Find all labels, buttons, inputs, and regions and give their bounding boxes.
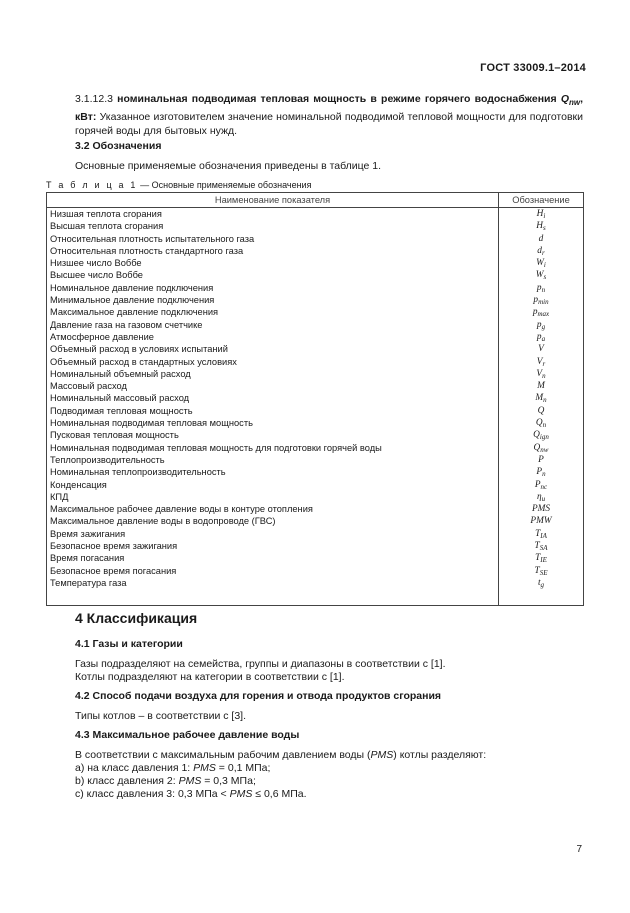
intro-symbol: PMS: [370, 749, 394, 761]
row-name-cell: Номинальная подводимая тепловая мощность: [47, 417, 499, 429]
column-header-name: Наименование показателя: [47, 193, 499, 208]
item-a-symbol: PMS: [193, 762, 216, 774]
table-row: [47, 319, 584, 331]
section-4-1-line-1: Газы подразделяют на семейства, группы и диапазоны в соответствии с [1].: [75, 658, 446, 670]
table-row: [47, 503, 584, 515]
table-row: [47, 540, 584, 552]
symbol-main: M: [535, 393, 544, 404]
table-row: [47, 269, 584, 281]
symbol-subscript: n: [542, 470, 546, 479]
table-row: [47, 220, 584, 232]
symbol-subscript: nc: [540, 482, 548, 491]
symbol-subscript: n: [542, 371, 546, 380]
row-name-cell: Массовый расход: [47, 380, 499, 392]
table-row: [47, 528, 584, 540]
symbol-subscript: SE: [539, 568, 548, 577]
row-name-cell: Конденсация: [47, 479, 499, 491]
symbol-main: T: [534, 541, 540, 552]
row-symbol-cell: [499, 245, 584, 257]
row-name-cell: Номинальный объемный расход: [47, 368, 499, 380]
symbol-subscript: g: [540, 580, 545, 589]
table-row: [47, 466, 584, 478]
symbol-subscript: min: [538, 298, 549, 307]
symbol-main: p: [536, 282, 542, 293]
pressure-class-item-c: [75, 788, 307, 801]
item-b-value: = 0,3 МПа;: [201, 775, 256, 787]
symbol-subscript: nw: [540, 445, 549, 454]
row-symbol-cell: [499, 282, 584, 294]
section-4-3-intro: [75, 749, 486, 762]
symbol-subscript: a: [541, 334, 546, 343]
symbol-main: p: [536, 331, 542, 342]
symbol-main: d: [537, 245, 542, 256]
spacer-cell: [499, 589, 584, 606]
symbol-subscript: n: [543, 396, 547, 405]
table-row: [47, 392, 584, 404]
row-symbol-cell: [499, 491, 584, 503]
row-symbol-cell: [499, 429, 584, 441]
row-symbol-cell: [499, 528, 584, 540]
row-symbol-cell: [499, 466, 584, 478]
definition-symbol-sub: nw: [568, 98, 581, 108]
symbol-main: p: [533, 295, 539, 306]
symbol-main: Q: [533, 430, 540, 441]
item-b-symbol: PMS: [178, 775, 202, 787]
definition-term: номинальная подводимая тепловая мощность в режиме горячего водоснабжения: [117, 93, 557, 105]
row-name-cell: Относительная плотность стандартного газа: [47, 245, 499, 257]
symbol-main: d: [538, 233, 544, 244]
table-bottom-spacer: [47, 589, 584, 606]
row-name-cell: Температура газа: [47, 577, 499, 589]
row-name-cell: Пусковая тепловая мощность: [47, 429, 499, 441]
section-4-1-title: 4.1 Газы и категории: [75, 638, 183, 650]
symbol-subscript: r: [541, 248, 545, 257]
table-caption-title: — Основные применяемые обозначения: [137, 180, 312, 190]
table-row: [47, 294, 584, 306]
row-symbol-cell: [499, 220, 584, 232]
symbol-main: T: [535, 528, 541, 539]
symbol-main: V: [538, 344, 544, 355]
symbol-main: P: [538, 454, 544, 465]
symbol-subscript: n: [541, 285, 546, 294]
definition-unit: , кВт:: [75, 93, 584, 124]
row-name-cell: Безопасное время погасания: [47, 565, 499, 577]
symbol-main: T: [535, 553, 541, 564]
symbol-main: V: [536, 356, 543, 367]
symbol-subscript: r: [542, 359, 546, 368]
row-name-cell: Высшее число Воббе: [47, 269, 499, 281]
row-symbol-cell: [499, 540, 584, 552]
symbol-subscript: i: [543, 261, 546, 270]
symbol-main: P: [534, 479, 541, 490]
table-row: [47, 491, 584, 503]
item-c-value: ≤ 0,6 МПа.: [252, 788, 307, 800]
row-name-cell: Безопасное время зажигания: [47, 540, 499, 552]
section-4-1-line-2: Котлы подразделяют на категории в соответствии с [1].: [75, 671, 345, 683]
row-symbol-cell: [499, 442, 584, 454]
row-symbol-cell: [499, 515, 584, 527]
row-symbol-cell: [499, 552, 584, 564]
symbol-main: t: [537, 577, 541, 588]
symbol-subscript: max: [537, 310, 550, 319]
table-row: [47, 257, 584, 269]
section-4-3-title: 4.3 Максимальное рабочее давление воды: [75, 729, 300, 741]
table-row: [47, 442, 584, 454]
row-name-cell: Давление газа на газовом счетчике: [47, 319, 499, 331]
intro-text-b: ) котлы разделяют:: [393, 749, 487, 761]
symbol-main: W: [536, 258, 544, 269]
row-symbol-cell: [499, 356, 584, 368]
symbol-main: H: [536, 221, 543, 232]
row-name-cell: Относительная плотность испытательного газа: [47, 233, 499, 245]
row-name-cell: КПД: [47, 491, 499, 503]
symbol-main: M: [537, 381, 545, 392]
definition-symbol: Q: [560, 93, 569, 105]
section-3-2-title: 3.2 Обозначения: [75, 140, 162, 152]
spacer-cell: [47, 589, 499, 606]
symbol-main: Q: [537, 405, 545, 416]
row-symbol-cell: [499, 405, 584, 417]
symbol-subscript: g: [541, 322, 546, 331]
table-row: [47, 356, 584, 368]
table-row: [47, 429, 584, 441]
row-symbol-cell: [499, 577, 584, 589]
item-c-symbol: PMS: [229, 788, 253, 800]
pressure-class-item-a: [75, 762, 270, 775]
table-row: [47, 380, 584, 392]
table-row: [47, 368, 584, 380]
row-name-cell: Номинальная теплопроизводительность: [47, 466, 499, 478]
row-name-cell: Номинальная подводимая тепловая мощность для подготовки горячей воды: [47, 442, 499, 454]
item-c-text: c) класс давления 3: 0,3 МПа <: [75, 788, 230, 800]
row-name-cell: Максимальное давление подключения: [47, 306, 499, 318]
table-row: [47, 306, 584, 318]
symbol-main: W: [535, 270, 544, 281]
row-symbol-cell: [499, 306, 584, 318]
row-symbol-cell: [499, 380, 584, 392]
table-row: [47, 405, 584, 417]
row-symbol-cell: [499, 331, 584, 343]
table-row: [47, 515, 584, 527]
table-caption: [46, 180, 311, 190]
table-row: [47, 552, 584, 564]
row-name-cell: Объемный расход в условиях испытаний: [47, 343, 499, 355]
table-row: [47, 417, 584, 429]
row-name-cell: Атмосферное давление: [47, 331, 499, 343]
table-row: [47, 208, 584, 221]
document-id-header: ГОСТ 33009.1–2014: [480, 62, 586, 74]
section-4-title: 4 Классификация: [75, 610, 198, 626]
item-a-text: а) на класс давления 1:: [75, 762, 194, 774]
table-row: [47, 565, 584, 577]
row-symbol-cell: [499, 294, 584, 306]
symbol-subscript: i: [543, 212, 546, 220]
table-row: [47, 282, 584, 294]
definition-number: 3.1.12.3: [75, 93, 113, 105]
row-symbol-cell: [499, 392, 584, 404]
row-name-cell: Теплопроизводительность: [47, 454, 499, 466]
row-symbol-cell: [499, 319, 584, 331]
symbol-subscript: u: [541, 494, 546, 503]
row-name-cell: Низшая теплота сгорания: [47, 208, 499, 221]
table-caption-label: Т а б л и ц а 1: [46, 180, 138, 190]
section-4-2-line-1: Типы котлов – в соответствии с [3].: [75, 710, 247, 722]
table-row: [47, 233, 584, 245]
symbol-subscript: n: [542, 421, 547, 430]
item-b-text: b) класс давления 2:: [75, 775, 179, 787]
row-name-cell: Номинальное давление подключения: [47, 282, 499, 294]
definition-3-1-12-3: [75, 92, 583, 138]
symbol-main: Q: [533, 442, 541, 453]
row-name-cell: Низшее число Воббе: [47, 257, 499, 269]
table-row: [47, 479, 584, 491]
row-symbol-cell: [499, 257, 584, 269]
symbol-subscript: SA: [539, 544, 548, 553]
symbol-main: PMS: [531, 504, 551, 515]
row-symbol-cell: [499, 208, 584, 221]
row-name-cell: Максимальное рабочее давление воды в контуре отопления: [47, 503, 499, 515]
symbol-subscript: IA: [540, 531, 547, 540]
symbol-subscript: s: [543, 273, 547, 282]
row-name-cell: Минимальное давление подключения: [47, 294, 499, 306]
table-header-row: [47, 193, 584, 208]
symbol-subscript: s: [542, 224, 546, 233]
pressure-class-item-b: [75, 775, 256, 788]
row-name-cell: Подводимая тепловая мощность: [47, 405, 499, 417]
column-header-symbol: Обозначение: [499, 193, 584, 208]
table-row: [47, 343, 584, 355]
row-symbol-cell: [499, 269, 584, 281]
row-name-cell: Объемный расход в стандартных условиях: [47, 356, 499, 368]
page-number: 7: [576, 844, 582, 855]
table-row: [47, 577, 584, 589]
symbol-subscript: IE: [540, 556, 547, 565]
definition-text: Указанное изготовителем значение номинальной подводимой тепловой мощности для подготовки горячей воды для бытовых нужд.: [75, 111, 584, 138]
row-name-cell: Высшая теплота сгорания: [47, 220, 499, 232]
row-symbol-cell: [499, 233, 584, 245]
symbols-table: [46, 192, 584, 606]
symbol-subscript: ign: [539, 433, 549, 442]
table-row: [47, 454, 584, 466]
row-symbol-cell: [499, 454, 584, 466]
row-symbol-cell: [499, 503, 584, 515]
row-symbol-cell: [499, 417, 584, 429]
row-name-cell: Максимальное давление воды в водопроводе (ГВС): [47, 515, 499, 527]
table-row: [47, 245, 584, 257]
row-symbol-cell: [499, 368, 584, 380]
symbol-main: H: [536, 209, 544, 219]
symbol-main: V: [536, 368, 543, 379]
intro-text-a: В соответствии с максимальным рабочим давлением воды (: [75, 749, 371, 761]
symbol-main: PMW: [530, 516, 552, 527]
table-row: [47, 331, 584, 343]
symbol-main: p: [532, 307, 538, 318]
row-name-cell: Время зажигания: [47, 528, 499, 540]
row-symbol-cell: [499, 479, 584, 491]
row-name-cell: Время погасания: [47, 552, 499, 564]
symbol-main: Q: [535, 418, 543, 429]
section-4-2-title: 4.2 Способ подачи воздуха для горения и отвода продуктов сгорания: [75, 690, 442, 702]
symbol-main: P: [536, 467, 543, 478]
row-symbol-cell: [499, 565, 584, 577]
row-name-cell: Номинальный массовый расход: [47, 392, 499, 404]
symbol-main: p: [536, 319, 542, 330]
item-a-value: = 0,1 МПа;: [215, 762, 271, 774]
symbol-main: η: [536, 491, 542, 502]
symbol-main: T: [534, 565, 540, 576]
row-symbol-cell: [499, 343, 584, 355]
section-3-2-text: Основные применяемые обозначения приведены в таблице 1.: [75, 160, 382, 172]
